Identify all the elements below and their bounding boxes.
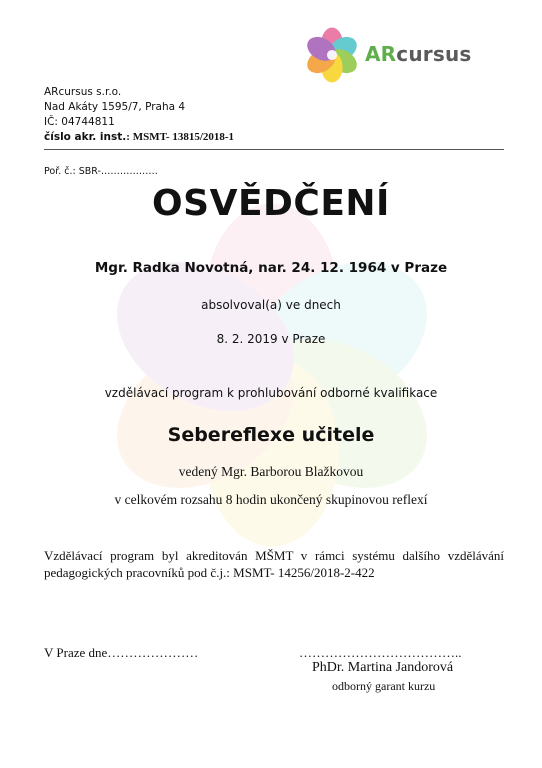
course-leader: vedený Mgr. Barborou Blažkovou bbox=[178, 464, 364, 479]
course-name: Sebereflexe učitele bbox=[167, 424, 375, 446]
accreditation-note: Vzdělávací program byl akreditován MŠMT v rámci systému dalšího vzdělávání pedagogických pracovníků pod č.j.: MSMT- 14256/2018-2-422 bbox=[44, 548, 504, 580]
signatory-name: PhDr. Martina Jandorová bbox=[312, 660, 454, 675]
place-date: V Praze dne………………… bbox=[44, 645, 199, 660]
issuer-ic: IČ: 04744811 bbox=[44, 116, 115, 128]
issuer-name: ARcursus s.r.o. bbox=[44, 86, 122, 98]
header-divider bbox=[44, 149, 504, 150]
issuer-block bbox=[44, 85, 234, 145]
issuer-accreditation: číslo akr. inst.: MSMT- 13815/2018-1 bbox=[44, 131, 235, 143]
course-date: 8. 2. 2019 v Praze bbox=[216, 332, 326, 346]
course-scope: v celkovém rozsahu 8 hodin ukončený skupinovou reflexí bbox=[114, 492, 428, 507]
completed-text: absolvoval(a) ve dnech bbox=[201, 298, 341, 312]
brand-name: ARcursus bbox=[365, 42, 472, 66]
certificate-title: OSVĚDČENÍ bbox=[152, 183, 390, 224]
program-text: vzdělávací program k prohlubování odborné kvalifikace bbox=[104, 386, 438, 400]
signatory-role: odborný garant kurzu bbox=[332, 679, 436, 693]
recipient-line: Mgr. Radka Novotná, nar. 24. 12. 1964 v Praze bbox=[94, 260, 448, 276]
issuer-address: Nad Akáty 1595/7, Praha 4 bbox=[44, 101, 186, 113]
reference-number: Poř. č.: SBR-……………… bbox=[44, 166, 158, 177]
signature-line: ……………………………….. bbox=[299, 645, 462, 660]
arcursus-logo-icon bbox=[304, 27, 360, 83]
